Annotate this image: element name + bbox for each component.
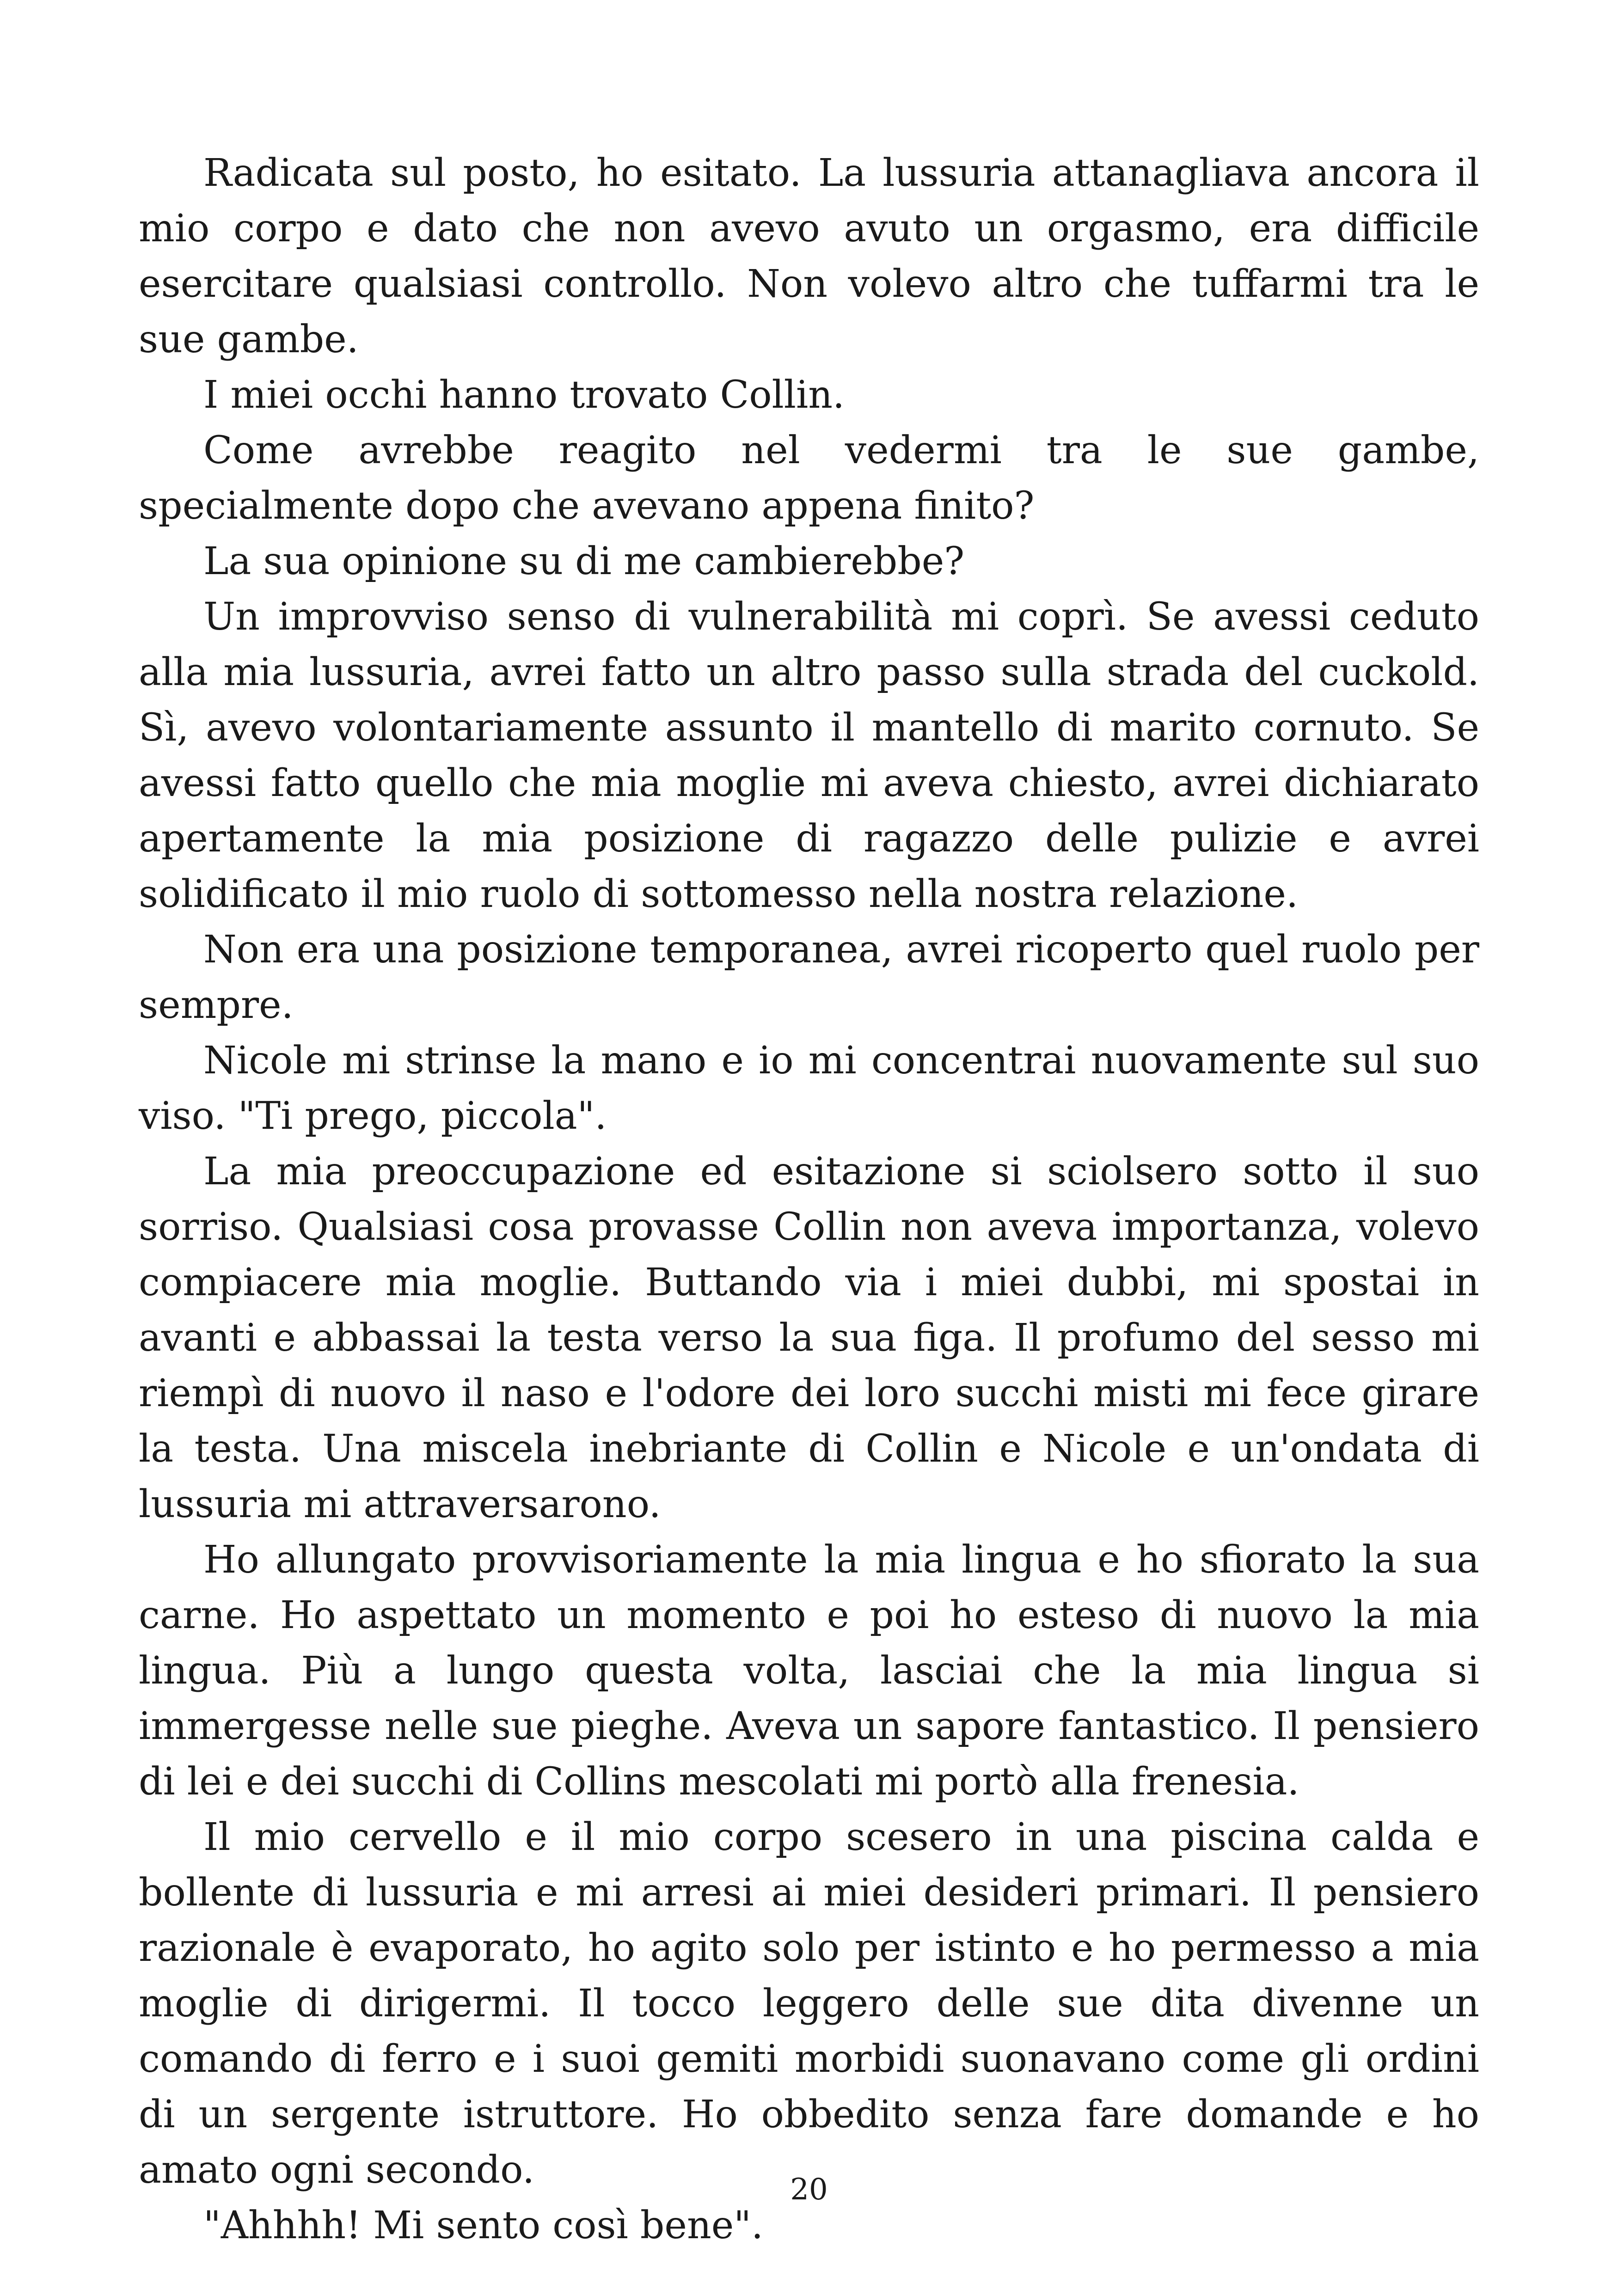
paragraph: Come avrebbe reagito nel vedermi tra le sue gambe, specialmente dopo che avevano appena finito? xyxy=(139,429,1479,528)
paragraph: La sua opinione su di me cambierebbe? xyxy=(203,539,965,583)
paragraph: Un improvviso senso di vulnerabilità mi coprì. Se avessi ceduto alla mia lussuria, avrei fatto un altro passo sulla strada del cuckold. Sì, avevo volontariamente assunto il mantello di marito cornuto. Se avessi fatto quello che mia moglie mi aveva chiesto, avrei dichiarato apertamente la mia posizione di ragazzo delle pulizie e avrei solidificato il mio ruolo di sottomesso nella nostra relazione. xyxy=(139,595,1479,916)
paragraph: "Ahhhh! Mi sento così bene". xyxy=(203,2204,764,2247)
paragraph: Nicole mi strinse la mano e io mi concentrai nuovamente sul suo viso. "Ti prego, piccola". xyxy=(139,1039,1479,1138)
paragraph: I miei occhi hanno trovato Collin. xyxy=(203,373,845,417)
page-number: 20 xyxy=(790,2173,828,2207)
body-text xyxy=(139,146,1479,2253)
paragraph: Ho allungato provvisoriamente la mia lingua e ho sfiorato la sua carne. Ho aspettato un momento e poi ho esteso di nuovo la mia lingua. Più a lungo questa volta, lasciai che la mia lingua si immergesse nelle sue pieghe. Aveva un sapore fantastico. Il pensiero di lei e dei succhi di Collins mescolati mi portò alla frenesia. xyxy=(139,1538,1479,1804)
paragraph: Radicata sul posto, ho esitato. La lussuria attanagliava ancora il mio corpo e dato che non avevo avuto un orgasmo, era difficile esercitare qualsiasi controllo. Non volevo altro che tuffarmi tra le sue gambe. xyxy=(139,151,1479,361)
paragraph: La mia preoccupazione ed esitazione si sciolsero sotto il suo sorriso. Qualsiasi cosa provasse Collin non aveva importanza, volevo compiacere mia moglie. Buttando via i miei dubbi, mi spostai in avanti e abbassai la testa verso la sua figa. Il profumo del sesso mi riempì di nuovo il naso e l'odore dei loro succhi misti mi fece girare la testa. Una miscela inebriante di Collin e Nicole e un'ondata di lussuria mi attraversarono. xyxy=(139,1150,1479,1526)
paragraph: Il mio cervello e il mio corpo scesero in una piscina calda e bollente di lussuria e mi arresi ai miei desideri primari. Il pensiero razionale è evaporato, ho agito solo per istinto e ho permesso a mia moglie di dirigermi. Il tocco leggero delle sue dita divenne un comando di ferro e i suoi gemiti morbidi suonavano come gli ordini di un sergente istruttore. Ho obbedito senza fare domande e ho amato ogni secondo. xyxy=(139,1815,1479,2192)
paragraph: Non era una posizione temporanea, avrei ricoperto quel ruolo per sempre. xyxy=(139,928,1479,1027)
